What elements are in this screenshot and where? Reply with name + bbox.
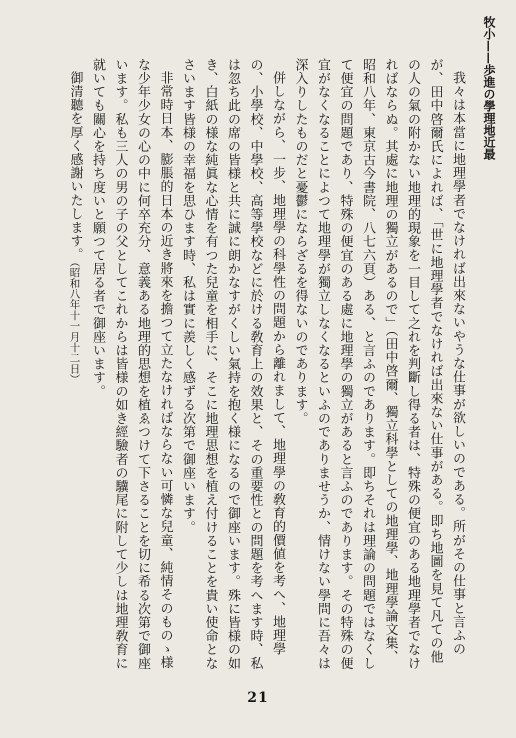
paragraph-4 (63, 58, 86, 672)
paragraph-3: 非常時日本、膨脹的日本の近き將來を擔つて立たなければならない可憐な兒童、純情そのものゝ様な少年少女の心の中に何卒充分、意義ある地理的思想を植ゑつけて下さることを切に希る次第で御座います。私も三人の男の子の父としてこれからは皆様の如き經驗者の驥尾に附して少しは地理敎育に就いても關心を持ち度いと願つて居る者で御座います。 (90, 58, 173, 670)
paragraph-1: 我々は本當に地理學者でなければ出來ないやうな仕事が欲しいのである。所がその仕事と言ふのが、田中啓爾氏によれば、「世に地理學者でなければ出來ない仕事がある。即ち地圖を見て凡ての他の人の氣の附かない地理的現象を一目して之れを判斷し得る者は、特殊の便宜のある地理學者でなければならぬ。其處に地理の獨立があるので」（田中啓爾、獨立科學としての地理學、地理學論文集、昭和八年、東京古今書院、八七六頁）ある、と言ふのであります。即ちそれは理論の問題ではなくして便宜の問題であり、特殊の便宜のある處に地理學の獨立があると言ふのであります。その特殊の便宜がなくなることによつて地理學が獨立しなくなるといふのでありませうか、情けない學問に吾々は深入りしたものだと憂鬱にならざるを得ないのであります。 (292, 58, 465, 670)
body-text (28, 58, 468, 672)
closing-thanks: 御清聽を厚く感謝いたします。 (67, 71, 83, 262)
page-number: 21 (247, 690, 269, 706)
date-note: （昭和八年十一月十二日） (68, 261, 81, 385)
paragraph-2: 併しながら、一步、地理學の科學性の問題から離れまして、地理學の敎育的價値を考へ、地理學の、小學校、中學校、高等學校などに於ける敎育上の效果と、その重要性との問題を考へます時、私は忽ち此の席の皆様と共に誠に朗かなすがくしい氣持を抱く様になるので御座います。殊に皆様の如き、白紙の様な純眞な心情を有つた兒童を相手に、そこに地理思想を植え付けることを貴い使命となさいます皆様の幸福を思ひます時、私は實に羨しく感ずる次第で御座います。 (180, 58, 285, 670)
running-head: 牧小——歩進の學理地近最 (482, 16, 496, 160)
